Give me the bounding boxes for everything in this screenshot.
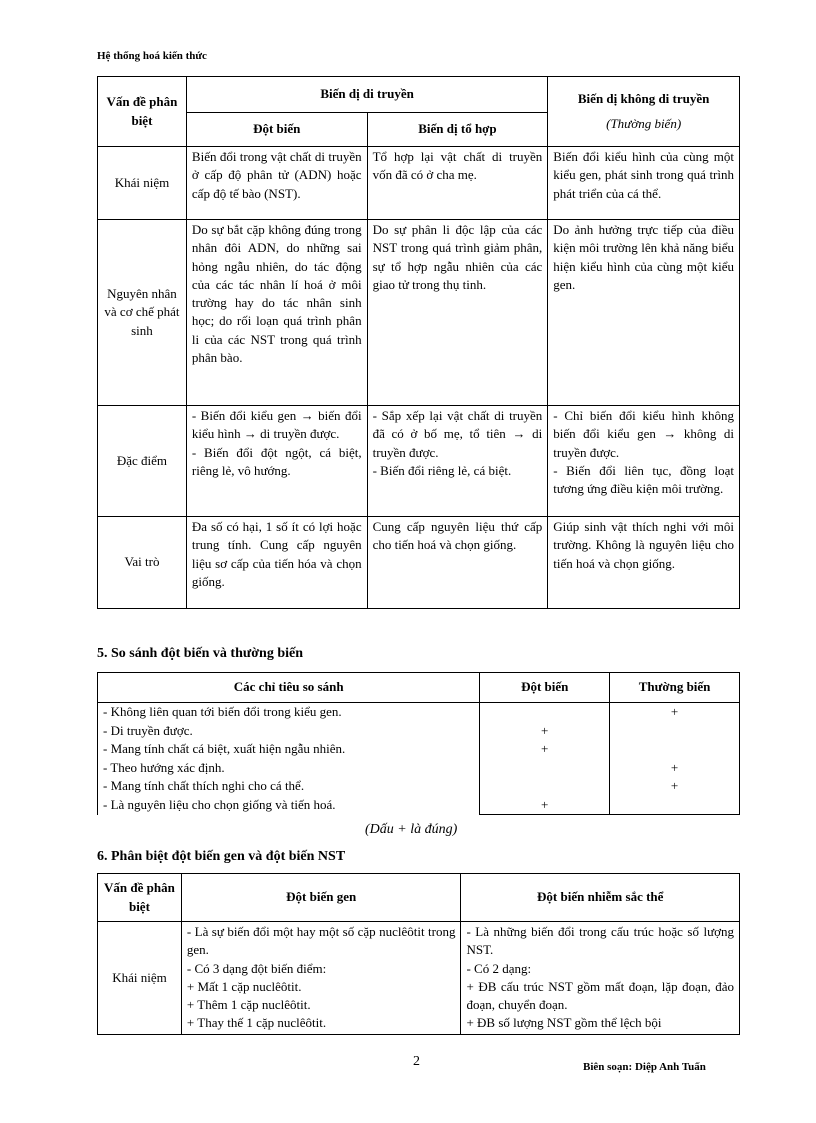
cell-recombination: Do sự phân li độc lập của các NST trong quá trình giảm phân, sự tổ hợp ngẫu nhiên của các giao tử trong thụ tinh. (367, 220, 548, 406)
cell-recombination: Cung cấp nguyên liệu thứ cấp cho tiến hoá và chọn giống. (367, 517, 548, 609)
col-recombination-header: Biến dị tổ hợp (367, 113, 548, 147)
col-issue-header: Vấn đề phân biệt (98, 874, 182, 922)
cell-modification: Do ảnh hưởng trực tiếp của điều kiện môi trường lên khả năng biểu hiện kiểu hình của cùng một kiểu gen. (548, 220, 740, 406)
mark: + (541, 722, 549, 738)
cell-mutation: - Biến đổi kiểu gen → biến đổi kiểu hình → di truyền được. - Biến đổi đột ngột, cá biệt, riêng lẻ, vô hướng. (186, 406, 367, 517)
criteria-list (98, 703, 480, 815)
nonheritable-title: Biến dị không di truyền (577, 91, 710, 107)
cell-modification: Biến đổi kiểu hình của cùng một kiểu gen, phát sinh trong quá trình phát triển của cá thể. (548, 147, 740, 220)
col-heritable-header: Biến dị di truyền (186, 77, 547, 113)
criterion: - Theo hướng xác định. (103, 759, 225, 775)
cell-recombination: - Sắp xếp lại vật chất di truyền đã có ở bố mẹ, tổ tiên → di truyền được. - Biến đổi riêng lẻ, cá biệt. (367, 406, 548, 517)
modification-subtitle: (Thường biến) (606, 115, 682, 131)
modification-marks (610, 703, 740, 815)
cell-gene: - Là sự biến đổi một hay một số cặp nuclêôtit trong gen. - Có 3 dạng đột biến điểm: + Mất 1 cặp nuclêôtit. + Thêm 1 cặp nuclêôtit. + Thay thế 1 cặp nuclêôtit. (181, 922, 461, 1035)
criterion: - Mang tính chất thích nghi cho cá thể. (103, 778, 305, 793)
note: (Dấu + là đúng) (365, 822, 458, 837)
mark (485, 777, 604, 796)
mutation-marks (480, 703, 610, 815)
col-modification-header: Thường biến (610, 673, 740, 703)
cell-recombination: Tổ hợp lại vật chất di truyền vốn đã có ở cha mẹ. (367, 147, 548, 220)
col-issue-header: Vấn đề phân biệt (98, 77, 187, 147)
cell-modification: - Chỉ biến đổi kiểu hình không biến đổi kiểu gen → không di truyền được. - Biến đổi liên tục, đồng loạt tương ứng điều kiện môi trường. (548, 406, 740, 517)
mark (615, 740, 734, 759)
row-label: Khái niệm (98, 147, 187, 220)
mark (485, 759, 604, 778)
author-credit: Biên soạn: Diệp Anh Tuấn (583, 1061, 706, 1073)
col-mutation-header: Đột biến (186, 113, 367, 147)
criterion: - Là nguyên liệu cho chọn giống và tiến hoá. (103, 796, 336, 812)
col-nonheritable-header (548, 77, 740, 147)
row-label: Đặc điểm (98, 406, 187, 517)
mark (615, 796, 734, 815)
gene-chromosome-table (97, 873, 740, 1035)
mark (485, 703, 604, 722)
page-header: Hệ thống hoá kiến thức (97, 50, 207, 62)
cell-mutation: Đa số có hại, 1 số ít có lợi hoặc trung tính. Cung cấp nguyên liệu sơ cấp của tiến hóa và chọn giống. (186, 517, 367, 609)
mark (615, 722, 734, 741)
criterion: - Không liên quan tới biến đổi trong kiểu gen. (103, 704, 342, 719)
criterion: - Di truyền được. (103, 722, 193, 738)
cell-mutation: Biến đổi trong vật chất di truyền ở cấp độ phân tử (ADN) hoặc cấp độ tế bào (NST). (186, 147, 367, 220)
row-label: Vai trò (98, 517, 187, 609)
mark: + (541, 796, 549, 812)
criterion: - Mang tính chất cá biệt, xuất hiện ngẫu nhiên. (103, 741, 346, 756)
row-label: Nguyên nhân và cơ chế phát sinh (98, 220, 187, 406)
comparison-table (97, 672, 740, 815)
section-6-title: 6. Phân biệt đột biến gen và đột biến NST (97, 849, 346, 864)
section-5-title: 5. So sánh đột biến và thường biến (97, 646, 303, 661)
col-chrom-header: Đột biến nhiễm sắc thể (461, 874, 740, 922)
cell-mutation: Do sự bắt cặp không đúng trong nhân đôi ADN, do những sai hỏng ngẫu nhiên, do tác động của các tác nhân lí hoá ở môi trường hay do tác nhân sinh học; do rối loạn quá trình phân li của các NST trong quá trình phân bào. (186, 220, 367, 406)
mark: + (670, 759, 679, 775)
mark: + (670, 778, 679, 793)
cell-modification: Giúp sinh vật thích nghi với môi trường. Không là nguyên liệu cho tiến hoá và chọn giống. (548, 517, 740, 609)
page-number: 2 (413, 1054, 420, 1069)
row-label: Khái niệm (98, 922, 182, 1035)
mark: + (541, 741, 549, 756)
col-criteria-header: Các chỉ tiêu so sánh (98, 673, 480, 703)
mark: + (670, 704, 679, 719)
cell-chrom: - Là những biến đổi trong cấu trúc hoặc số lượng NST. - Có 2 dạng: + ĐB cấu trúc NST gồm mất đoạn, lặp đoạn, đảo đoạn, chuyển đoạn. + ĐB số lượng NST gồm thể lệch bội (461, 922, 740, 1035)
col-mutation-header: Đột biến (480, 673, 610, 703)
col-gene-header: Đột biến gen (181, 874, 461, 922)
variation-table (97, 76, 740, 609)
